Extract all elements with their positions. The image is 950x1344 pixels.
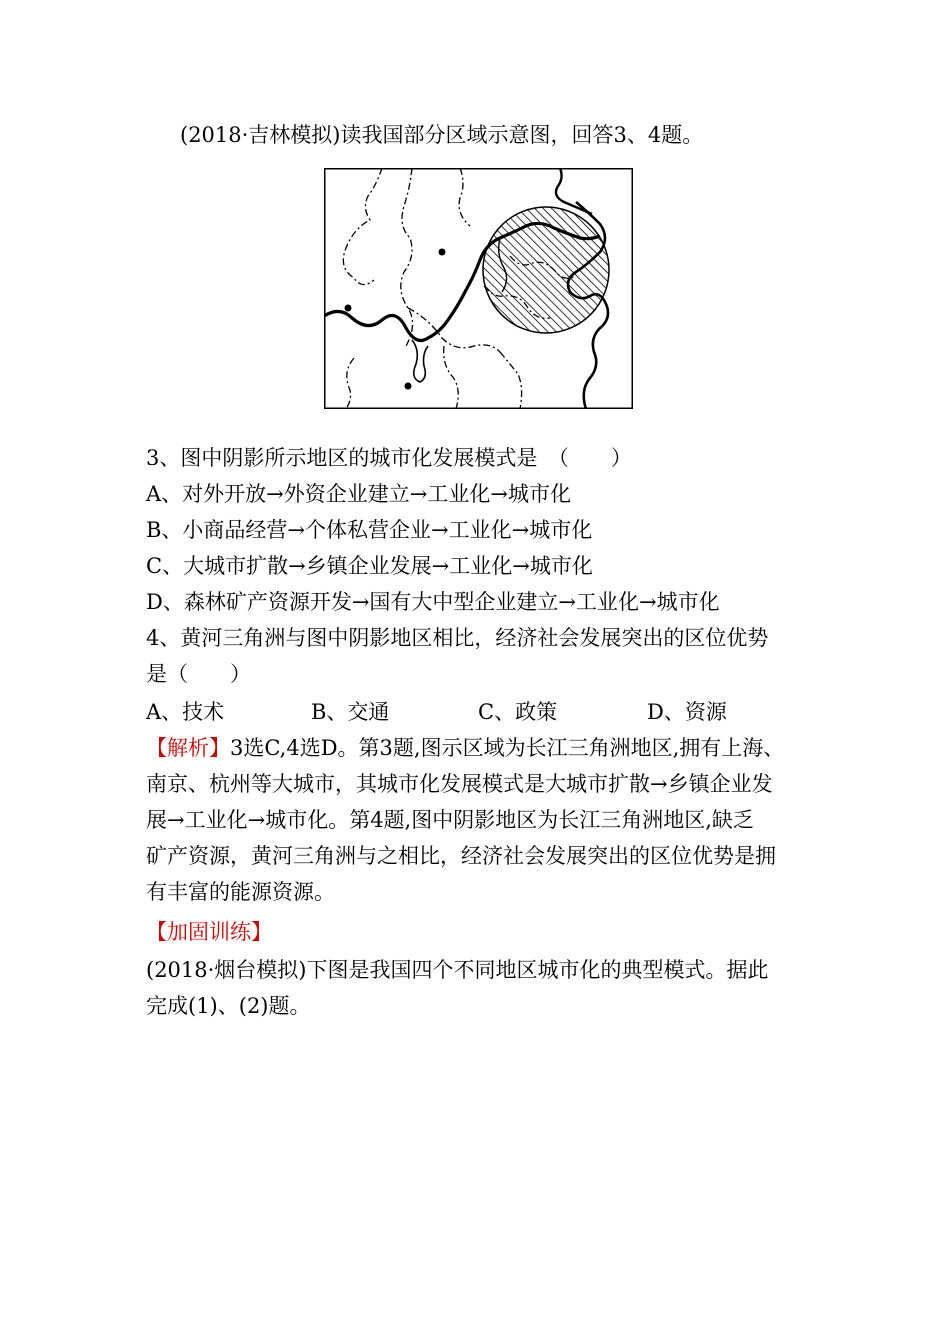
q4-stem-line1: 4、黄河三角洲与图中阴影地区相比，经济社会发展突出的区位优势: [146, 626, 769, 650]
q4-stem-line2: 是（ ）: [146, 662, 251, 686]
analysis-line2: 南京、杭州等大城市，其城市化发展模式是大城市扩散→乡镇企业发: [146, 772, 773, 796]
reinforce-line2: 完成(1)、(2)题。: [146, 994, 311, 1018]
q4-option-c: C、政策: [478, 700, 558, 724]
reinforce-label: 【加固训练】: [146, 920, 272, 944]
q3-option-c: C、大城市扩散→乡镇企业发展→工业化→城市化: [146, 554, 593, 578]
city-dot: [345, 305, 352, 312]
city-dot: [405, 383, 412, 390]
analysis-line4: 矿产资源，黄河三角洲与之相比，经济社会发展突出的区位优势是拥: [146, 844, 776, 868]
analysis-label: 【解析】: [146, 736, 230, 760]
intro-text: (2018·吉林模拟)读我国部分区域示意图，回答3、4题。: [180, 123, 704, 147]
reinforce-line1: (2018·烟台模拟)下图是我国四个不同地区城市化的典型模式。据此: [146, 958, 769, 982]
region-map: [324, 168, 633, 409]
analysis-line3: 展→工业化→城市化。第4题,图中阴影地区为长江三角洲地区,缺乏: [146, 808, 754, 832]
q3-option-b: B、小商品经营→个体私营企业→工业化→城市化: [146, 518, 593, 542]
q4-option-d: D、资源: [647, 700, 727, 724]
q3-option-a: A、对外开放→外资企业建立→工业化→城市化: [146, 482, 571, 506]
q3-stem: 3、图中阴影所示地区的城市化发展模式是 （ ）: [146, 446, 632, 470]
q4-option-a: A、技术: [146, 700, 225, 724]
q4-option-b: B、交通: [311, 700, 390, 724]
analysis-text1: 3选C,4选D。第3题,图示区域为长江三角洲地区,拥有上海、: [230, 736, 785, 760]
q3-option-d: D、森林矿产资源开发→国有大中型企业建立→工业化→城市化: [146, 590, 720, 614]
analysis-line1: [146, 733, 784, 763]
analysis-line5: 有丰富的能源资源。: [146, 880, 335, 904]
city-dot: [439, 249, 446, 256]
